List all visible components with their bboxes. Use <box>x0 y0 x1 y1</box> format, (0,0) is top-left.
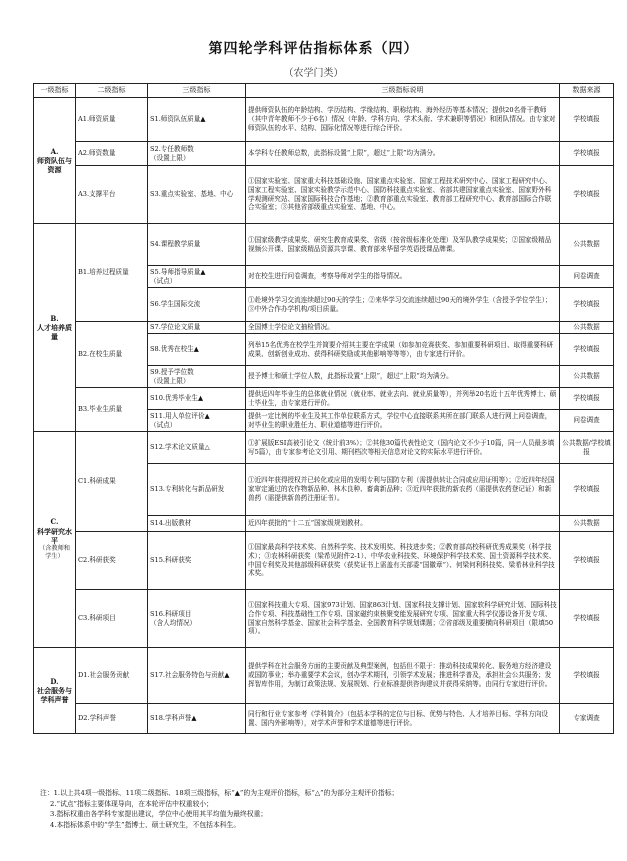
page-subtitle: （农学门类） <box>283 68 344 79</box>
level3-cell <box>148 142 246 166</box>
source-cell: 学校填报 <box>560 590 614 648</box>
level3-note: （设置上限） <box>150 376 190 385</box>
level1-name: 科学研究水平 <box>37 526 72 545</box>
level1-b <box>34 224 76 432</box>
table-row <box>34 648 614 704</box>
level3-cell: S4.课程教学质量 <box>148 224 246 266</box>
source-cell: 学校填报 <box>560 288 614 322</box>
level1-code: D. <box>50 676 59 686</box>
table-row <box>34 166 614 224</box>
table-row <box>34 388 614 410</box>
level3-cell: S18.学科声誉▲ <box>148 704 246 734</box>
level2-cell: A1.师资质量 <box>76 98 148 142</box>
level3-cell <box>148 366 246 388</box>
source-cell: 学校填报 <box>560 388 614 410</box>
level3-label: S16.科研项目 <box>150 609 192 618</box>
level2-cell: C1.科研成果 <box>76 432 148 532</box>
level3-cell: S13.专利转化与新品研发 <box>148 464 246 516</box>
level3-label: S11.用人单位评价▲ <box>150 411 210 420</box>
source-cell: 学校填报 <box>560 166 614 224</box>
level2-cell: A2.师资数量 <box>76 142 148 166</box>
level1-name: 人才培养质量 <box>37 322 72 342</box>
level2-cell: A3.支撑平台 <box>76 166 148 224</box>
source-cell: 问卷调查 <box>560 266 614 288</box>
level3-label: S2.专任教师数 <box>150 144 194 153</box>
level3-cell <box>148 266 246 288</box>
source-cell: 公共数据 <box>560 366 614 388</box>
level3-note: （试点） <box>150 420 177 429</box>
level3-cell: S3.重点实验室、基地、中心 <box>148 166 246 224</box>
source-cell: 学校填报 <box>560 532 614 590</box>
header-description: 三级指标说明 <box>246 84 560 98</box>
table-row <box>34 532 614 590</box>
description-cell: ①国家科技重大专项、国家973计划、国家863计划、国家科技支撑计划、国家软科学研究计划、国际科技合作专项、科技基础性工作专项、国家磁约束核聚变能发展研究专项、国家重大科学仪器设备开发专项、国家自然科学基金、国家社会科学基金、全国教育科学规划课题；②省部级及重要横向科研项目（限填50项）。 <box>246 590 560 648</box>
source-cell: 公共数据 <box>560 516 614 532</box>
level3-cell <box>148 410 246 432</box>
description-cell: ①国家实验室、国家重大科技基础设施、国家重点实验室、国家工程技术研究中心、国家工程研究中心、国家工程实验室、国家实验教学示范中心、国防科技重点实验室、省部共建国家重点实验室、国家野外科学观测研究站、国家国际科技合作基地；②教育部重点实验室、教育部工程研究中心、教育部国际合作联合实验室；③其他省部级重点实验室、基地、中心。 <box>246 166 560 224</box>
description-cell: 近四年获批的“十二五”国家级规划教材。 <box>246 516 560 532</box>
description-cell: 授予博士和硕士学位人数，此指标设置“上限”，超过“上限”均为满分。 <box>246 366 560 388</box>
description-cell: 提供近四年毕业生的总体就业情况（就业率、就业去向、就业质量等），并列举20名近十五年优秀博士、硕士毕业生，由专家进行评价。 <box>246 388 560 410</box>
level1-d <box>34 648 76 734</box>
table-row <box>34 590 614 648</box>
level3-cell: S8.优秀在校生▲ <box>148 334 246 366</box>
page-title: 第四轮学科评估指标体系（四） <box>208 41 419 57</box>
footnote-3: 3.指标权重由各学科专家提出建议，学位中心使用其平均值为最终权重； <box>50 810 268 819</box>
description-cell: ①赴境外学习交流连续超过90天的学生；②来华学习交流连续超过90天的境外学生（含授予学位学生）；③中外合作办学机构/项目质量。 <box>246 288 560 322</box>
source-cell: 学校填报 <box>560 98 614 142</box>
level3-cell: S6.学生国际交流 <box>148 288 246 322</box>
header-level1: 一级指标 <box>34 84 76 98</box>
source-cell: 学校填报 <box>560 334 614 366</box>
source-cell: 学校填报 <box>560 648 614 704</box>
table-row <box>34 322 614 334</box>
level1-name: 社会服务与学科声誉 <box>37 685 72 705</box>
level3-label: S5.导师指导质量▲ <box>150 267 206 276</box>
level1-name: 师资队伍与资源 <box>37 155 72 175</box>
level1-c <box>34 432 76 648</box>
source-cell: 问卷调查 <box>560 410 614 432</box>
footnote-1: 注：1.以上共4项一级指标、11项二级指标、18项三级指标，标“▲”的为主观评价指标，标“△”的为部分主观评价指标； <box>40 789 399 797</box>
table-header-row <box>34 84 614 98</box>
header-source: 数据来源 <box>560 84 614 98</box>
footnote-2: 2.“试点”指标主要体现导向，在本轮评估中权重较小； <box>50 799 213 808</box>
level1-note: （含教师和学生） <box>39 545 70 561</box>
indicator-table <box>33 83 614 734</box>
level3-cell: S12.学术论文质量△ <box>148 432 246 464</box>
description-cell: 同行和行业专家参考《学科简介》（包括本学科的定位与目标、优势与特色、人才培养目标、学科方向设置、国内外影响等），对学术声誉和学术道德等进行评价。 <box>246 704 560 734</box>
source-cell: 公共数据 <box>560 224 614 266</box>
level3-cell: S17.社会服务特色与贡献▲ <box>148 648 246 704</box>
level3-cell: S7.学位论文质量 <box>148 322 246 334</box>
level3-label: S9.授予学位数 <box>150 367 194 376</box>
header-level3: 三级指标 <box>148 84 246 98</box>
footnotes <box>40 788 615 830</box>
level2-cell: D2.学科声誉 <box>76 704 148 734</box>
description-cell: ①国家级教学成果奖、研究生教育成果奖、省级（按省级标准化处理）及军队教学成果奖；②国家级精品视频公开课、国家级精品资源共享课、教育部来华留学英语授课品牌课。 <box>246 224 560 266</box>
level1-a <box>34 98 76 224</box>
level2-cell: B3.毕业生质量 <box>76 388 148 432</box>
description-cell: 提供学科在社会服务方面的主要贡献及典型案例，包括但不限于：推动科技成果转化、服务地方经济建设或国防事业；举办重要学术会议，创办学术期刊，引领学术发展；推进科学普及，承担社会公共服务；发挥智库作用，为制订政策法规、发展规划、行业标准提供咨询建议并获得采纳等。由同行专家进行评价。 <box>246 648 560 704</box>
source-cell: 公共数据 <box>560 322 614 334</box>
level3-cell: S14.出版教材 <box>148 516 246 532</box>
level2-cell: B1.培养过程质量 <box>76 224 148 322</box>
description-cell: 对在校生进行问卷调查，考察导师对学生的指导情况。 <box>246 266 560 288</box>
description-cell: ①国家最高科学技术奖、自然科学奖、技术发明奖、科技进步奖；②教育部高校科研优秀成果奖（科学技术）；③农林科研获奖（梁希见附件2-1）、中华农业科技奖、环境保护科学技术奖、国土资源科学技术奖、中国专利奖及其他部级科研获奖（获奖证书上需盖有关部委“国徽章”）、何梁何利科技奖、梁希林业科学技术奖。 <box>246 532 560 590</box>
footnote-4: 4.本指标体系中的“学生”指博士、硕士研究生，不包括本科生。 <box>50 820 241 829</box>
level1-code: B. <box>50 313 59 323</box>
table-row <box>34 142 614 166</box>
level2-cell: D1.社会服务贡献 <box>76 648 148 704</box>
source-cell: 学校填报 <box>560 142 614 166</box>
level3-note: （含人均情况） <box>150 618 197 627</box>
source-cell: 公共数据/学校填报 <box>560 432 614 464</box>
table-row <box>34 224 614 266</box>
level2-cell: C3.科研项目 <box>76 590 148 648</box>
level3-note: （试点） <box>150 276 177 285</box>
level1-code: C. <box>50 517 59 527</box>
table-row <box>34 432 614 464</box>
source-cell: 学校填报 <box>560 464 614 516</box>
source-cell: 专家调查 <box>560 704 614 734</box>
description-cell: 提供一定比例的毕业生及其工作单位联系方式，学位中心直接联系其所在部门联系人进行网上问卷调查，对毕业生的职业胜任力、职业道德等进行评价。 <box>246 410 560 432</box>
description-cell: 全国博士学位论文抽检情况。 <box>246 322 560 334</box>
level2-cell: B2.在校生质量 <box>76 322 148 388</box>
table-row <box>34 704 614 734</box>
description-cell: 提供师资队伍的年龄结构、学历结构、学缘结构、职称结构、海外经历等基本情况；提供20名骨干教师（其中青年教师不少于6名）情况（年龄、学科方向、学术头衔、学术兼职等情况）和团队情况。由专家对师资队伍的水平、结构、国际化情况等进行综合评价。 <box>246 98 560 142</box>
table-row <box>34 98 614 142</box>
level1-code: A. <box>50 146 59 156</box>
description-cell: 列举15名优秀在校学生并简要介绍其主要在学成果（如参加竞赛获奖、参加重要科研项目、取得重要科研成果、创新创业成功、获得科研奖励或其他影响等等等），由专家进行评价。 <box>246 334 560 366</box>
description-cell: ①近四年获得授权并已转化或应用的发明专利与国防专利（需提供转让合同或应用证明等）；②近四年经国家审定通过的农作物新品种、林木良种、畜禽新品种；③近四年获批的新农药（需提供农药登记证）和新兽药（需提供新兽药注册证书）。 <box>246 464 560 516</box>
description-cell: ①扩展版ESI高被引论文（统计前3%）；②其他30篇代表性论文（国内论文不少于10篇，同一人员最多填写5篇），由专家参考论文引用、期刊档次等相关信息对论文的实际水平进行评价。 <box>246 432 560 464</box>
header-level2: 二级指标 <box>76 84 148 98</box>
level3-note: （设置上限） <box>150 153 190 162</box>
level3-cell: S1.师资队伍质量▲ <box>148 98 246 142</box>
description-cell: 本学科专任教师总数，此指标设置“上限”，超过“上限”均为满分。 <box>246 142 560 166</box>
level2-cell: C2.科研获奖 <box>76 532 148 590</box>
level3-cell <box>148 590 246 648</box>
level3-cell: S10.优秀毕业生▲ <box>148 388 246 410</box>
level3-cell: S15.科研获奖 <box>148 532 246 590</box>
